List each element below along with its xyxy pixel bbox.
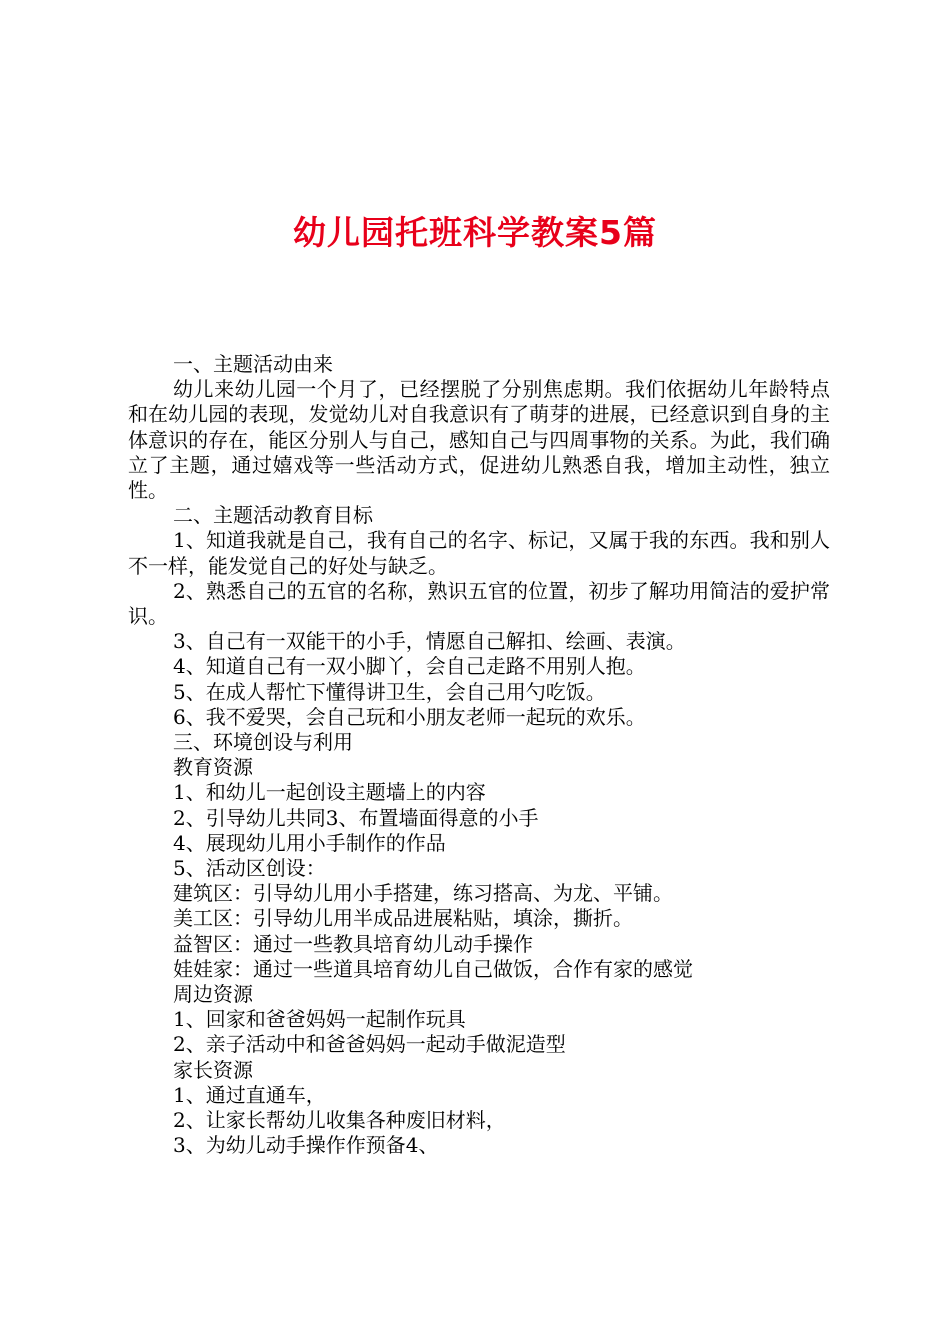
document-title: 幼儿园托班科学教案5篇 [293,213,657,252]
document-body [128,352,830,1159]
list-item: 娃娃家：通过一些道具培育幼儿自己做饭，合作有家的感觉 [173,956,693,981]
section-heading-environment: 三、环境创设与利用 [173,730,353,755]
subheading-education-resources: 教育资源 [173,755,253,780]
paragraph-origin-text: 幼儿来幼儿园一个月了，已经摆脱了分别焦虑期。我们依据幼儿年龄特点和在幼儿园的表现，发觉幼儿对自我意识有了萌芽的进展，已经意识到自身的主体意识的存在，能区分别人与自己，感知自己与四周事物的关系。为此，我们确立了主题，通过嬉戏等一些活动方式，促进幼儿熟悉自我，增加主动性，独立性。 [128,377,830,503]
goal-item-1: 1、知道我就是自己，我有自己的名字、标记，又属于我的东西。我和别人不一样，能发觉自己的好处与缺乏。 [128,528,830,578]
list-item: 1、通过直通车， [173,1082,326,1107]
list-item: 2、亲子活动中和爸爸妈妈一起动手做泥造型 [173,1032,566,1057]
subheading-surrounding-resources: 周边资源 [173,982,253,1007]
goal-item-2: 2、熟悉自己的五官的名称，熟识五官的位置，初步了解功用简洁的爱护常识。 [128,578,830,629]
list-item: 3、为幼儿动手操作作预备4、 [173,1133,439,1158]
list-item: 5、活动区创设： [173,856,326,881]
goal-item-6: 6、我不爱哭，会自己玩和小朋友老师一起玩的欢乐。 [173,704,646,729]
list-item: 建筑区：引导幼儿用小手搭建，练习搭高、为龙、平铺。 [173,881,673,906]
list-item: 4、展现幼儿用小手制作的作品 [173,830,446,855]
goal-item-5: 5、在成人帮忙下懂得讲卫生，会自己用勺吃饭。 [173,679,606,704]
subheading-parent-resources: 家长资源 [173,1057,253,1082]
list-item: 1、和幼儿一起创设主题墙上的内容 [173,780,486,805]
list-item: 1、回家和爸爸妈妈一起制作玩具 [173,1007,466,1032]
list-item: 2、引导幼儿共同3、布置墙面得意的小手 [173,805,539,830]
list-item: 益智区：通过一些教具培育幼儿动手操作 [173,931,533,956]
section-heading-goals: 二、主题活动教育目标 [173,503,373,528]
list-item: 美工区：引导幼儿用半成品进展粘贴，填涂，撕折。 [173,906,633,931]
section-heading-origin: 一、主题活动由来 [173,352,333,376]
list-item: 2、让家长帮幼儿收集各种废旧材料， [173,1108,506,1133]
goal-item-3: 3、自己有一双能干的小手，情愿自己解扣、绘画、表演。 [173,629,686,654]
goal-item-4: 4、知道自己有一双小脚丫，会自己走路不用别人抱。 [173,654,646,679]
